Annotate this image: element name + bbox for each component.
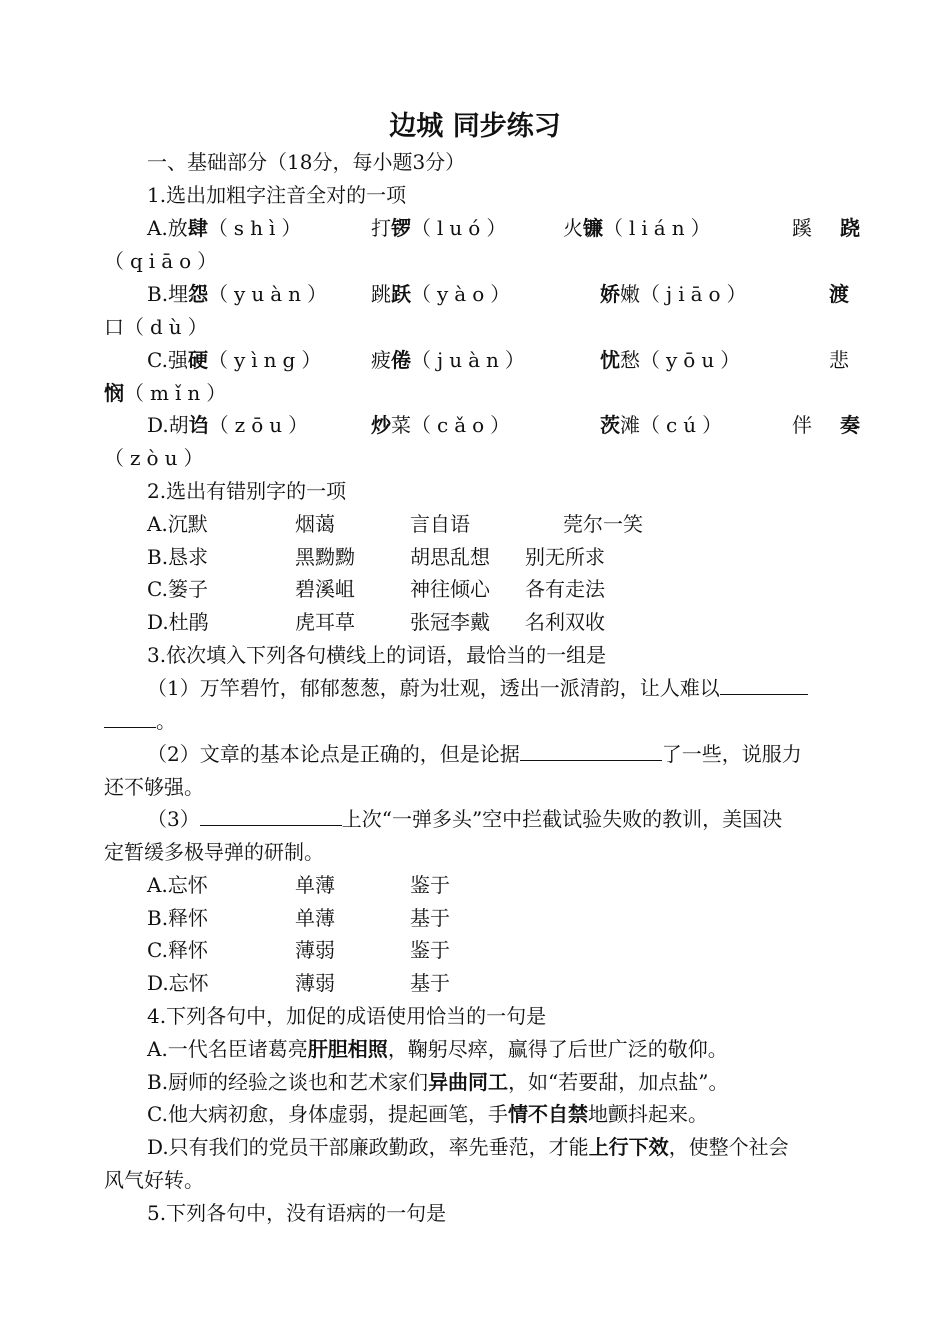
bold-char: 悯 <box>104 381 124 405</box>
sentence-text: 。 <box>156 709 176 733</box>
option-label: C.强 <box>147 348 188 372</box>
bold-char: 倦 <box>391 348 411 372</box>
q1-option-b-cont <box>104 313 214 341</box>
pinyin: （juàn） <box>411 348 531 372</box>
q3-row-c-w2: 薄弱 <box>295 938 335 962</box>
word-char: 口 <box>104 315 124 339</box>
q2-row-c: C.篓子 <box>147 577 208 601</box>
q3-row-a-w3: 鉴于 <box>410 873 450 897</box>
pinyin: （lián） <box>603 216 717 240</box>
q2-row-b-w3: 胡思乱想 <box>410 545 490 569</box>
q3-sentence-1-cont <box>104 707 176 735</box>
sentence-text: D.只有我们的党员干部廉政勤政，率先垂范，才能 <box>147 1135 589 1159</box>
q2-row-a-w2: 烟蔼 <box>295 512 335 536</box>
q1-option-d <box>147 411 314 439</box>
q3-row-b-w3: 基于 <box>410 906 450 930</box>
q3-row-d-w2: 薄弱 <box>295 971 335 995</box>
fill-blank <box>520 740 662 761</box>
q1-option-a-word4 <box>792 214 860 242</box>
question-5-stem: 5.下列各句中，没有语病的一句是 <box>147 1201 447 1225</box>
question-3-stem: 3.依次填入下列各句横线上的词语，最恰当的一组是 <box>147 643 607 667</box>
q2-row-d-w4: 名利双收 <box>525 610 605 634</box>
q2-row-d-w3: 张冠李戴 <box>410 610 490 634</box>
q3-row-d-w3: 基于 <box>410 971 450 995</box>
q4-option-b <box>147 1068 729 1096</box>
bold-char: 奏 <box>840 413 860 437</box>
word-char: 菜 <box>391 413 411 437</box>
q1-option-d-word2 <box>371 411 516 439</box>
bold-char: 锣 <box>391 216 411 240</box>
sentence-text: 了一些，说服力 <box>661 742 802 766</box>
question-2-stem: 2.选出有错别字的一项 <box>147 479 347 503</box>
q1-option-c <box>147 346 327 374</box>
bold-char: 炒 <box>371 413 391 437</box>
q1-option-b-word3 <box>600 280 753 308</box>
bold-char: 跃 <box>391 282 411 306</box>
sentence-text: （3） <box>147 807 200 831</box>
pinyin: （mǐn） <box>124 381 233 405</box>
fill-blank <box>720 674 808 695</box>
q1-option-c-word3 <box>600 346 746 374</box>
word-char: 滩 <box>620 413 640 437</box>
q3-sentence-2 <box>147 740 802 768</box>
q3-row-a-w2: 单薄 <box>295 873 335 897</box>
q2-row-a-w3: 言自语 <box>410 512 470 536</box>
word-char: 跳 <box>371 282 391 306</box>
q1-option-c-word4: 悲 <box>829 348 849 372</box>
q2-row-c-w3: 神往倾心 <box>410 577 490 601</box>
q4-option-c <box>147 1100 708 1128</box>
pinyin: （luó） <box>411 216 513 240</box>
word-char: 疲 <box>371 348 391 372</box>
bold-char: 忧 <box>600 348 620 372</box>
q1-option-c-word2 <box>371 346 531 374</box>
pinyin: （dù） <box>124 315 214 339</box>
bold-char: 镰 <box>583 216 603 240</box>
bold-char: 渡 <box>829 282 849 306</box>
q2-row-c-w4: 各有走法 <box>525 577 605 601</box>
q3-sentence-3 <box>147 805 782 833</box>
sentence-text: 地颤抖起来。 <box>587 1102 708 1126</box>
q1-option-a <box>147 214 307 242</box>
q2-row-b-w2: 黑黝黝 <box>295 545 355 569</box>
q4-option-d-cont: 风气好转。 <box>104 1168 204 1192</box>
q4-option-d <box>147 1133 789 1161</box>
q1-option-b-word4 <box>829 280 849 308</box>
question-1-stem: 1.选出加粗字注音全对的一项 <box>147 183 407 207</box>
bold-idiom: 肝胆相照 <box>307 1037 388 1061</box>
q3-row-c-w3: 鉴于 <box>410 938 450 962</box>
bold-idiom: 上行下效 <box>588 1135 669 1159</box>
q1-option-a-word2 <box>371 214 512 242</box>
fill-blank <box>104 707 156 728</box>
page-title: 边城 同步练习 <box>389 111 561 142</box>
bold-char: 诌 <box>188 413 209 437</box>
q2-row-d: D.杜鹃 <box>147 610 209 634</box>
pinyin: （yōu） <box>640 348 747 372</box>
q2-row-b-w4: 别无所求 <box>525 545 605 569</box>
fill-blank <box>200 805 342 826</box>
bold-char: 硬 <box>187 348 208 372</box>
q1-option-c-cont <box>104 379 232 407</box>
pinyin: （yuàn） <box>208 282 334 306</box>
word-char: 火 <box>563 216 583 240</box>
pinyin: （yào） <box>411 282 517 306</box>
q2-row-a: A.沉默 <box>147 512 208 536</box>
sentence-text: ，使整个社会 <box>668 1135 789 1159</box>
bold-char: 跷 <box>840 216 860 240</box>
section-heading: 一、基础部分（18分，每小题3分） <box>147 150 466 174</box>
q1-option-a-word3 <box>563 214 717 242</box>
pinyin: （qiāo） <box>104 249 224 273</box>
word-char: 愁 <box>620 348 640 372</box>
pinyin: （cú） <box>640 413 729 437</box>
question-4-stem: 4.下列各句中，加促的成语使用恰当的一句是 <box>147 1004 547 1028</box>
bold-char: 肆 <box>187 216 208 240</box>
q1-option-d-word4 <box>792 411 860 439</box>
bold-idiom: 情不自禁 <box>507 1102 588 1126</box>
q3-sentence-3-cont: 定暂缓多极导弹的研制。 <box>104 840 324 864</box>
pinyin: （zòu） <box>104 446 210 470</box>
pinyin: （yìng） <box>207 348 328 372</box>
word-char: 打 <box>371 216 391 240</box>
sentence-text: ，鞠躬尽瘁，赢得了后世广泛的敬仰。 <box>387 1037 728 1061</box>
q3-row-c: C.释怀 <box>147 938 208 962</box>
sentence-text: C.他大病初愈，身体虚弱，提起画笔，手 <box>147 1102 508 1126</box>
bold-idiom: 异曲同工 <box>428 1070 509 1094</box>
sentence-text: （2）文章的基本论点是正确的，但是论据 <box>147 742 520 766</box>
pinyin: （jiāo） <box>640 282 753 306</box>
bold-char: 怨 <box>188 282 209 306</box>
q3-row-d: D.忘怀 <box>147 971 209 995</box>
q2-row-b: B.恳求 <box>147 545 209 569</box>
q1-option-b-word2 <box>371 280 516 308</box>
sentence-text: B.厨师的经验之谈也和艺术家们 <box>147 1070 429 1094</box>
q2-row-a-w4: 莞尔一笑 <box>563 512 643 536</box>
option-label: A.放 <box>147 216 188 240</box>
word-char: 伴 <box>792 413 812 437</box>
q1-option-d-word3 <box>600 411 728 439</box>
q3-sentence-1 <box>147 674 808 702</box>
q3-sentence-2-cont: 还不够强。 <box>104 775 204 799</box>
q2-row-c-w2: 碧溪岨 <box>295 577 355 601</box>
q3-row-b-w2: 单薄 <box>295 906 335 930</box>
q4-option-a <box>147 1035 728 1063</box>
bold-char: 娇 <box>600 282 620 306</box>
bold-char: 茨 <box>600 413 620 437</box>
pinyin: （cǎo） <box>411 413 517 437</box>
pinyin: （zōu） <box>208 413 315 437</box>
q3-row-a: A.忘怀 <box>147 873 208 897</box>
pinyin: （shì） <box>207 216 308 240</box>
sentence-text: 上次“一弹多头”空中拦截试验失败的教训，美国决 <box>341 807 783 831</box>
word-char: 嫩 <box>620 282 640 306</box>
option-label: B.埋 <box>147 282 189 306</box>
word-char: 蹊 <box>792 216 812 240</box>
option-label: D.胡 <box>147 413 189 437</box>
q2-row-d-w2: 虎耳草 <box>295 610 355 634</box>
sentence-text: A.一代名臣诸葛亮 <box>147 1037 308 1061</box>
sentence-text: ，如“若要甜，加点盐”。 <box>508 1070 729 1094</box>
sentence-text: （1）万竿碧竹，郁郁葱葱，蔚为壮观，透出一派清韵，让人难以 <box>147 676 720 700</box>
q1-option-b <box>147 280 333 308</box>
q3-row-b: B.释怀 <box>147 906 209 930</box>
